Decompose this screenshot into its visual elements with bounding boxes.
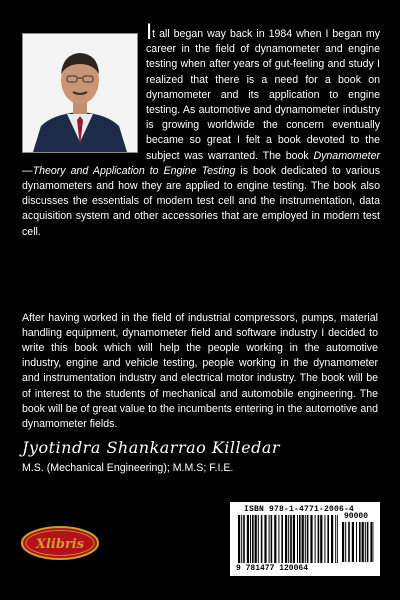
barcode bbox=[230, 502, 380, 576]
barcode-bars bbox=[238, 515, 338, 563]
price-barcode-bars bbox=[342, 522, 374, 562]
second-paragraph: After having worked in the field of industrial compressors, pumps, material handling equipment, dynamometer field and software industry I decided to write this book which will help the people working in the automotive industry, engine and vehicle testing, people working in the dynamometer and instrumentation industry and electrical motor industry. The book will be of interest to the students of mechanical and automobile engineering. The book will be of great value to the incumbents entering in the automotive and dynamometer fields. bbox=[22, 311, 378, 431]
publisher-logo bbox=[20, 525, 100, 561]
intro-text: t all began way back in 1984 when I began my career in the field of dynamometer and engine testing when after years of gut-feeling and study I realized that there is a need for a book on dynamometer and its application to engine testing. As automotive and dynamometer industry is growing worldwide the concern eventually became so great I felt a book devoted to the subject was warranted. The book bbox=[146, 28, 380, 162]
intro-paragraph-block bbox=[22, 19, 380, 240]
isbn-text: ISBN 978-1-4771-2006-4 bbox=[244, 505, 355, 514]
author-credentials: M.S. (Mechanical Engineering); M.M.S; F.I.E. bbox=[22, 462, 234, 474]
price-code: 90000 bbox=[344, 512, 369, 521]
author-signature: Jyotindra Shankarrao Killedar bbox=[22, 438, 281, 457]
barcode-digits: 9 781477 120064 bbox=[236, 564, 309, 573]
intro-text-continued: is book dedicated to various dynamometers and how they are applied to engine testing. The book also discusses the essentials of modern test cell and the instrumentation, data acquisition system and other accessories that are employed in modern test cell. bbox=[22, 164, 380, 238]
book-title: Dynamometer—Theory and Application to Engine Testing bbox=[22, 149, 380, 177]
drop-cap: I bbox=[146, 19, 153, 44]
svg-text:Xlibris: Xlibris bbox=[35, 537, 85, 552]
